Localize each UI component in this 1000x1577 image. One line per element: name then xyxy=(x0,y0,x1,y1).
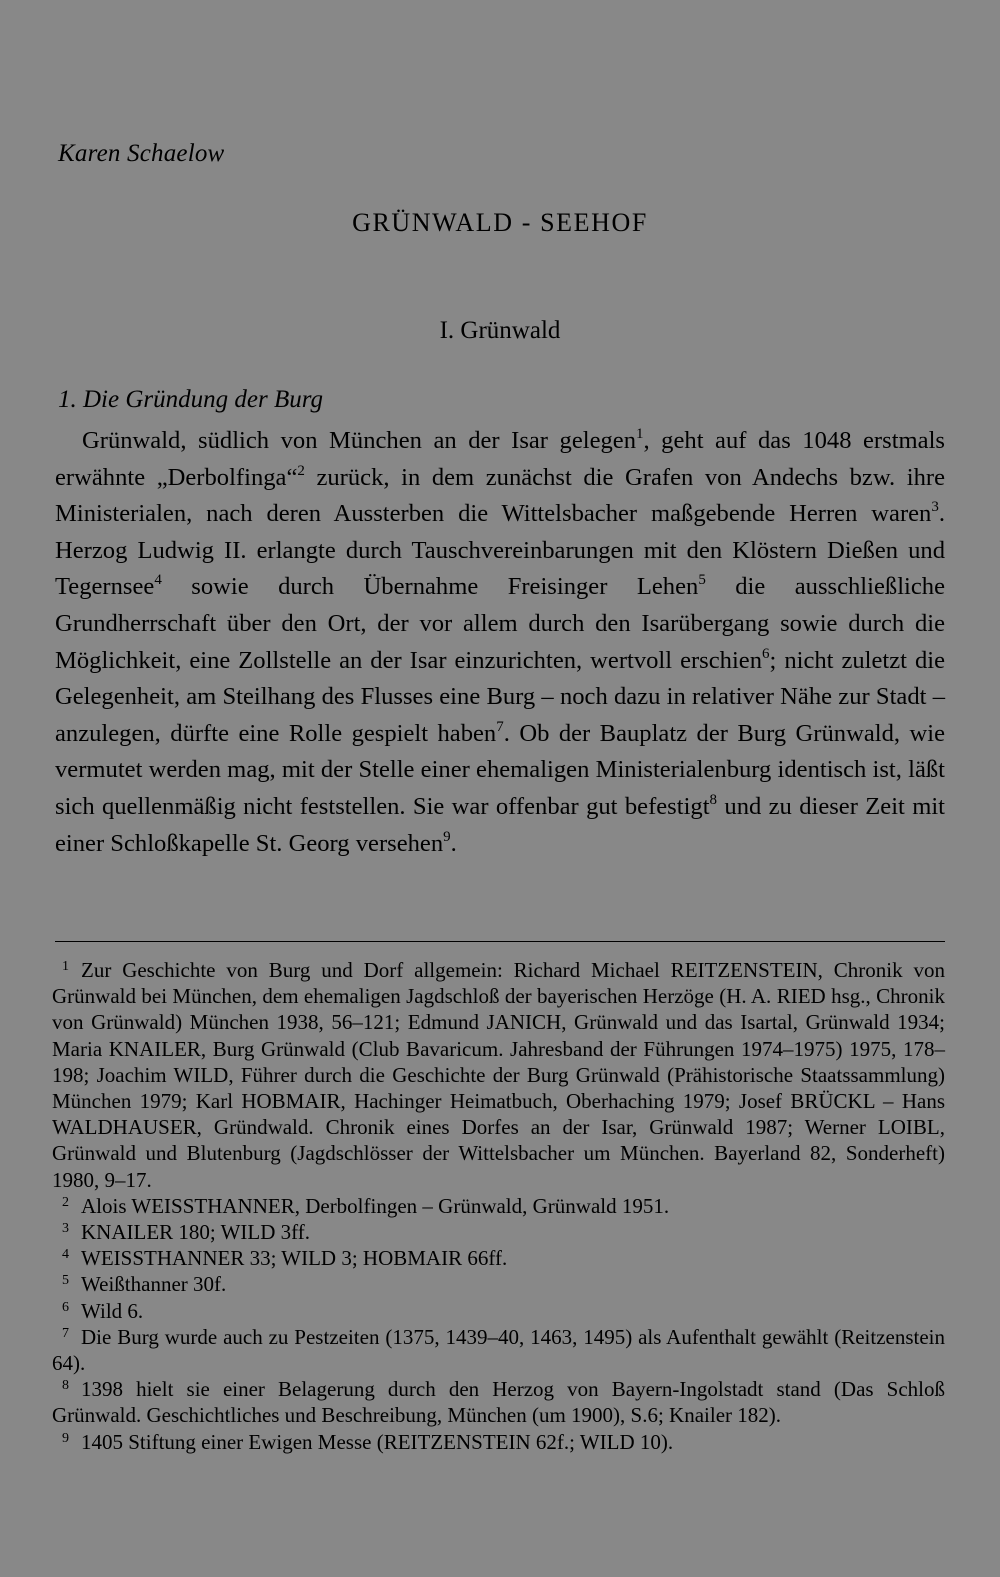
body-text xyxy=(55,423,945,862)
footnote-number: 9 xyxy=(62,1430,69,1446)
body-text-segment: die ausschließliche Grundherrschaft über den Ort, der vor allem durch den Isarübergang sowie durch die Möglichkeit, eine Zollstelle an der Isar einzurichten, wertvoll erschien xyxy=(55,573,945,674)
footnote-text: 1398 hielt sie einer Belagerung durch den Herzog von Bayern-Ingolstadt stand (Das Schloß Grünwald. Geschichtliches und Beschreibung, München (um 1900), S.6; Knailer 182). xyxy=(52,1377,945,1428)
footnote-text: Alois WEISSTHANNER, Derbolfingen – Grünwald, Grünwald 1951. xyxy=(81,1193,670,1218)
footnote-number: 5 xyxy=(62,1273,69,1289)
footnote-separator xyxy=(55,941,945,942)
footnotes xyxy=(52,957,945,1455)
footnote-text: 1405 Stiftung einer Ewigen Messe (REITZENSTEIN 62f.; WILD 10). xyxy=(81,1429,674,1454)
footnote-number: 8 xyxy=(62,1378,69,1394)
footnote xyxy=(52,1429,945,1455)
body-text-segment: . xyxy=(450,829,457,857)
footnote-number: 6 xyxy=(62,1299,69,1315)
section-heading xyxy=(0,317,1000,345)
subsection-heading: 1. Die Gründung der Burg xyxy=(58,386,324,413)
footnote-marker: 1 xyxy=(636,426,644,442)
footnote xyxy=(52,1298,945,1324)
footnote-text: KNAILER 180; WILD 3ff. xyxy=(81,1220,311,1245)
footnote-number: 1 xyxy=(62,959,69,974)
section-heading-text: I. Grünwald xyxy=(439,317,561,344)
footnote-number: 2 xyxy=(62,1194,69,1210)
body-paragraph xyxy=(55,423,945,862)
footnote-marker: 3 xyxy=(931,499,939,516)
body-text-segment: ; nicht zuletzt die Gelegenheit, am Steilhang des Flusses eine Burg – noch dazu in relativer Nähe zur Stadt – anzulegen, dürfte eine Rolle gespielt haben xyxy=(55,646,946,747)
footnote-marker: 5 xyxy=(698,572,706,589)
footnote-marker: 2 xyxy=(297,462,305,479)
footnote xyxy=(52,1245,945,1271)
footnote-marker: 9 xyxy=(443,828,451,845)
footnote xyxy=(52,1219,945,1245)
footnote-marker: 8 xyxy=(709,791,718,808)
body-text-segment: Grünwald, südlich von München an der Isar gelegen xyxy=(82,427,636,454)
footnote-text: Wild 6. xyxy=(81,1298,144,1323)
article-title: GRÜNWALD - SEEHOF xyxy=(352,208,648,237)
footnote-number: 3 xyxy=(62,1221,69,1237)
body-text-segment: , geht auf das 1048 erstmals erwähnte „Derbolfinga“ xyxy=(55,427,945,491)
body-text-segment: . Ob der Bauplatz der Burg Grünwald, wie vermutet werden mag, mit der Stelle einer ehemaligen Ministerialenburg identisch ist, läßt sich quellenmäßig nicht feststellen. Sie war offenbar gut befestigt xyxy=(55,719,945,820)
footnote-text: Weißthanner 30f. xyxy=(81,1272,227,1297)
footnote-marker: 6 xyxy=(762,645,770,662)
footnote xyxy=(52,957,945,1193)
footnote xyxy=(52,1376,945,1428)
footnote-marker: 4 xyxy=(154,572,162,589)
author-name: Karen Schaelow xyxy=(58,140,225,167)
footnote-text: WEISSTHANNER 33; WILD 3; HOBMAIR 66ff. xyxy=(81,1246,508,1271)
footnote-text: Die Burg wurde auch zu Pestzeiten (1375, 1439–40, 1463, 1495) als Aufenthalt gewählt (Reitzenstein 64). xyxy=(52,1324,945,1376)
footnote-number: 4 xyxy=(62,1247,69,1263)
footnote-text: Zur Geschichte von Burg und Dorf allgemein: Richard Michael REITZENSTEIN, Chronik von Grünwald bei München, dem ehemaligen Jagdschloß der bayerischen Herzöge (H. A. RIED hsg., Chronik von Grünwald) München 1938, 56–121; Edmund JANICH, Grünwald und das Isartal, Grünwald 1934; Maria KNAILER, Burg Grünwald (Club Bavaricum. Jahresband der Führungen 1974–1975) 1975, 178–198; Joachim WILD, Führer durch die Geschichte der Burg Grünwald (Prähistorische Staatssammlung) München 1979; Karl HOBMAIR, Hachinger Heimatbuch, Oberhaching 1979; Josef BRÜCKL – Hans WALDHAUSER, Gründwald. Chronik eines Dorfes an der Isar, Grünwald 1987; Werner LOIBL, Grünwald und Blutenburg (Jagdschlösser der Wittelsbacher um München. Bayerland 82, Sonderheft) 1980, 9–17. xyxy=(52,958,945,1192)
footnote xyxy=(52,1271,945,1297)
body-text-segment: . Herzog Ludwig II. erlangte durch Tauschvereinbarungen mit den Klöstern Dießen und Tegernsee xyxy=(55,500,945,601)
footnote-marker: 7 xyxy=(496,718,504,735)
footnote xyxy=(52,1324,945,1376)
footnote xyxy=(52,1193,945,1219)
body-text-segment: zurück, in dem zunächst die Grafen von Andechs bzw. ihre Ministerialen, nach deren Aussterben die Wittelsbacher maßgebende Herren waren xyxy=(55,463,945,528)
body-text-segment: sowie durch Übernahme Freisinger Lehen xyxy=(161,573,699,601)
footnote-number: 7 xyxy=(62,1325,69,1341)
body-text-segment: und zu dieser Zeit mit einer Schloßkapelle St. Georg versehen xyxy=(55,792,946,857)
